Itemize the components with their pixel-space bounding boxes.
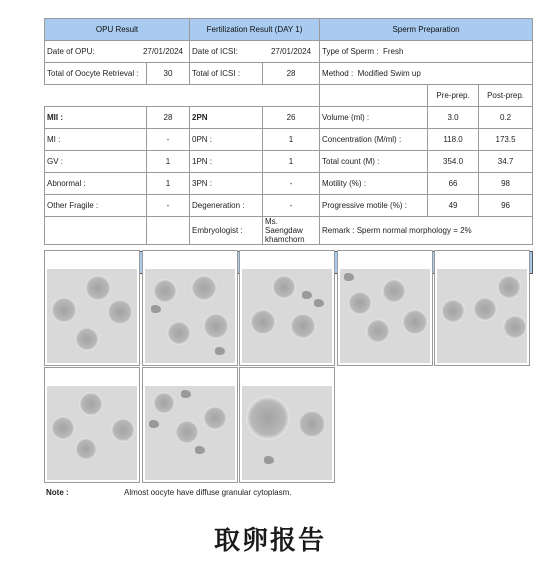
icsi-date-value: 27/01/2024 xyxy=(270,47,312,56)
oocyte-photo xyxy=(242,386,332,480)
sperm-row-label: Motility (%) : xyxy=(320,173,428,195)
sperm-row-label: Progressive motile (%) : xyxy=(320,195,428,217)
mi-value: - xyxy=(147,129,190,151)
pn1-value: 1 xyxy=(263,151,320,173)
note-label: Note : xyxy=(46,488,69,497)
icsi-date-label: Date of ICSI: xyxy=(192,47,238,56)
degeneration-value: - xyxy=(263,195,320,217)
mi-label: MI : xyxy=(45,129,147,151)
picture-row xyxy=(44,250,532,366)
degeneration-label: Degeneration : xyxy=(190,195,263,217)
pn2-value: 26 xyxy=(263,107,320,129)
opu-header: OPU Result xyxy=(45,19,190,41)
oocyte-photo xyxy=(47,386,137,480)
document-title: 取卵报告 xyxy=(213,526,326,556)
embryologist-value: Ms. Saengdaw khamchorn xyxy=(263,217,320,245)
empty-cell xyxy=(147,217,190,245)
sperm-row-label: Total count (M) : xyxy=(320,151,428,173)
oocyte-photo xyxy=(145,269,235,363)
oocyte-total-label: Total of Oocyte Retrieval : xyxy=(45,63,147,85)
picture-cell xyxy=(142,250,238,366)
sperm-row-post: 98 xyxy=(479,173,533,195)
picture-cell xyxy=(434,250,530,366)
picture-cell xyxy=(44,250,140,366)
sperm-row-pre: 3.0 xyxy=(428,107,479,129)
oocyte-photo xyxy=(47,269,137,363)
fertilization-header: Fertilization Result (DAY 1) xyxy=(190,19,320,41)
sperm-type-value: Fresh xyxy=(382,47,404,56)
pn1-label: 1PN : xyxy=(190,151,263,173)
gv-value: 1 xyxy=(147,151,190,173)
sperm-method-value: Modified Swim up xyxy=(357,69,421,78)
pn3-label: 3PN : xyxy=(190,173,263,195)
fragile-label: Other Fragile : xyxy=(45,195,147,217)
opu-date-label: Date of OPU: xyxy=(47,47,95,56)
oocyte-photo xyxy=(437,269,527,363)
sperm-row-pre: 66 xyxy=(428,173,479,195)
sperm-row-post: 34.7 xyxy=(479,151,533,173)
picture-cell xyxy=(239,250,335,366)
sperm-remark: Remark : Sperm normal morphology = 2% xyxy=(320,217,533,245)
sperm-type-cell xyxy=(320,41,533,63)
sperm-row-post: 96 xyxy=(479,195,533,217)
oocyte-photo xyxy=(340,269,430,363)
sperm-header: Sperm Preparation xyxy=(320,19,533,41)
opu-date-cell xyxy=(45,41,190,63)
picture-cell xyxy=(44,367,140,483)
sperm-row-label: Concentration (M/ml) : xyxy=(320,129,428,151)
picture-cell xyxy=(239,367,335,483)
sperm-row-pre: 49 xyxy=(428,195,479,217)
gv-label: GV : xyxy=(45,151,147,173)
icsi-date-cell xyxy=(190,41,320,63)
sperm-row-label: Volume (ml) : xyxy=(320,107,428,129)
fragile-value: - xyxy=(147,195,190,217)
opu-date-value: 27/01/2024 xyxy=(142,47,184,56)
picture-grid xyxy=(44,250,532,483)
report-table xyxy=(44,18,533,274)
note-text: Almost oocyte have diffuse granular cytoplasm. xyxy=(124,488,292,497)
embryologist-label: Embryologist : xyxy=(190,217,263,245)
sperm-type-label: Type of Sperm : xyxy=(322,47,379,56)
picture-cell xyxy=(337,250,433,366)
sperm-row-post: 173.5 xyxy=(479,129,533,151)
oocyte-photo xyxy=(242,269,332,363)
pn0-label: 0PN : xyxy=(190,129,263,151)
sperm-method-cell xyxy=(320,63,533,85)
sperm-row-post: 0.2 xyxy=(479,107,533,129)
sperm-row-pre: 118.0 xyxy=(428,129,479,151)
note xyxy=(46,488,292,497)
pn2-label: 2PN xyxy=(190,107,263,129)
picture-cell xyxy=(142,367,238,483)
blank-spacer xyxy=(45,85,320,107)
icsi-total-value: 28 xyxy=(263,63,320,85)
mii-label: MII : xyxy=(45,107,147,129)
pn0-value: 1 xyxy=(263,129,320,151)
mii-value: 28 xyxy=(147,107,190,129)
icsi-total-label: Total of ICSI : xyxy=(190,63,263,85)
pn3-value: - xyxy=(263,173,320,195)
oocyte-total-value: 30 xyxy=(147,63,190,85)
sperm-row-pre: 354.0 xyxy=(428,151,479,173)
sperm-method-label: Method : xyxy=(322,69,354,78)
abnormal-label: Abnormal : xyxy=(45,173,147,195)
empty-cell xyxy=(45,217,147,245)
pre-prep-header: Pre-prep. xyxy=(428,85,479,107)
post-prep-header: Post-prep. xyxy=(479,85,533,107)
oocyte-photo xyxy=(145,386,235,480)
sperm-blank-header xyxy=(320,85,428,107)
picture-row xyxy=(44,367,532,483)
abnormal-value: 1 xyxy=(147,173,190,195)
